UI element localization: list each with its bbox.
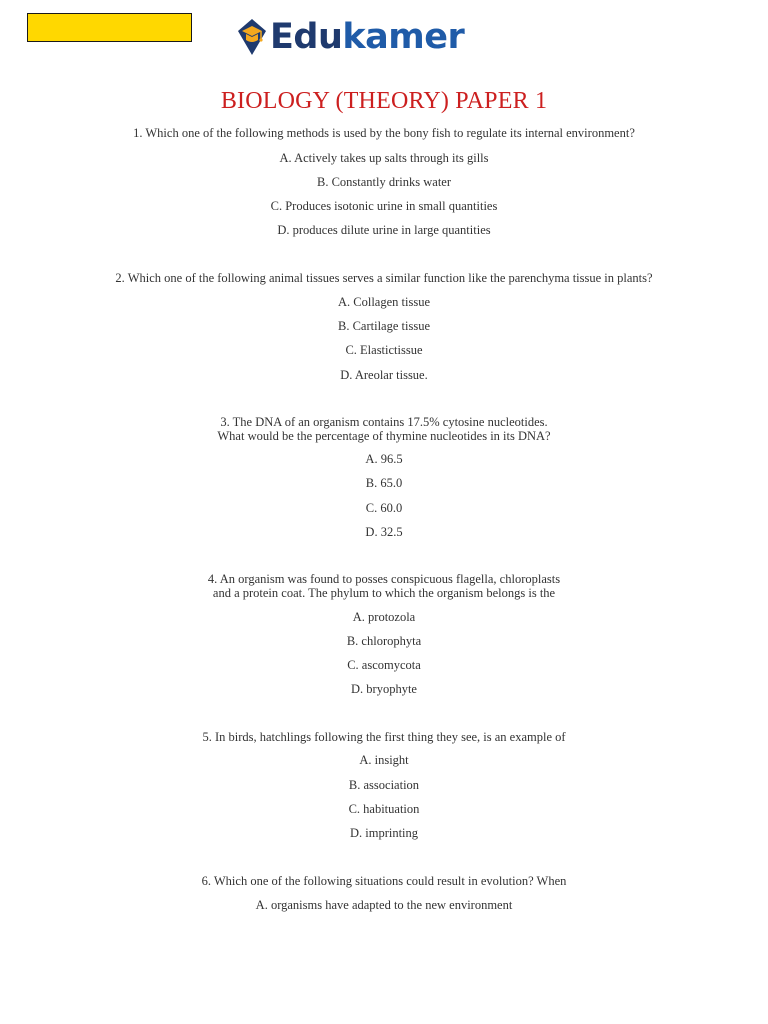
yellow-badge <box>27 13 192 42</box>
question-4-option-c: C. ascomycota <box>347 658 421 672</box>
question-6-option-a: A. organisms have adapted to the new environment <box>255 898 513 912</box>
page-title: BIOLOGY (THEORY) PAPER 1 <box>220 88 548 114</box>
question-4-text-line-2: and a protein coat. The phylum to which the organism belongs is the <box>212 586 556 600</box>
question-5-text: 5. In birds, hatchlings following the first thing they see, is an example of <box>202 730 566 744</box>
question-3-option-d: D. 32.5 <box>365 525 403 539</box>
question-5-option-c: C. habituation <box>348 802 420 816</box>
question-3-option-c: C. 60.0 <box>365 501 403 515</box>
question-1-option-b: B. Constantly drinks water <box>316 175 451 189</box>
question-5-option-a: A. insight <box>359 753 409 767</box>
question-1-option-a: A. Actively takes up salts through its gills <box>279 151 489 165</box>
question-6-text: 6. Which one of the following situations could result in evolution? When <box>201 874 567 888</box>
question-3-option-b: B. 65.0 <box>365 476 403 490</box>
question-2-option-d: D. Areolar tissue. <box>340 368 428 382</box>
question-2-option-c: C. Elastictissue <box>345 343 423 357</box>
logo-prefix: Edu <box>270 16 343 57</box>
question-2-text: 2. Which one of the following animal tissues serves a similar function like the parenchyma tissue in plants? <box>115 271 653 285</box>
question-5-option-d: D. imprinting <box>349 826 419 840</box>
graduation-cap-icon <box>236 17 268 57</box>
question-4-text-line-1: 4. An organism was found to posses conspicuous flagella, chloroplasts <box>207 572 561 586</box>
question-5-option-b: B. association <box>348 778 420 792</box>
question-4-option-b: B. chlorophyta <box>346 634 422 648</box>
question-1-text: 1. Which one of the following methods is used by the bony fish to regulate its internal environment? <box>133 126 635 140</box>
question-3-text-line-2: What would be the percentage of thymine nucleotides in its DNA? <box>217 429 551 443</box>
question-1-option-d: D. produces dilute urine in large quantities <box>277 223 491 237</box>
question-3-option-a: A. 96.5 <box>365 452 403 466</box>
logo-wordmark <box>270 16 465 57</box>
question-1-option-c: C. Produces isotonic urine in small quantities <box>270 199 498 213</box>
question-2-option-b: B. Cartilage tissue <box>338 319 430 333</box>
logo-suffix: kamer <box>342 16 465 57</box>
question-4-option-d: D. bryophyte <box>351 682 417 696</box>
question-2-option-a: A. Collagen tissue <box>337 295 430 309</box>
question-3-text-line-1: 3. The DNA of an organism contains 17.5% cytosine nucleotides. <box>220 415 548 429</box>
question-4-option-a: A. protozola <box>352 610 416 624</box>
edukamer-logo <box>236 14 464 60</box>
